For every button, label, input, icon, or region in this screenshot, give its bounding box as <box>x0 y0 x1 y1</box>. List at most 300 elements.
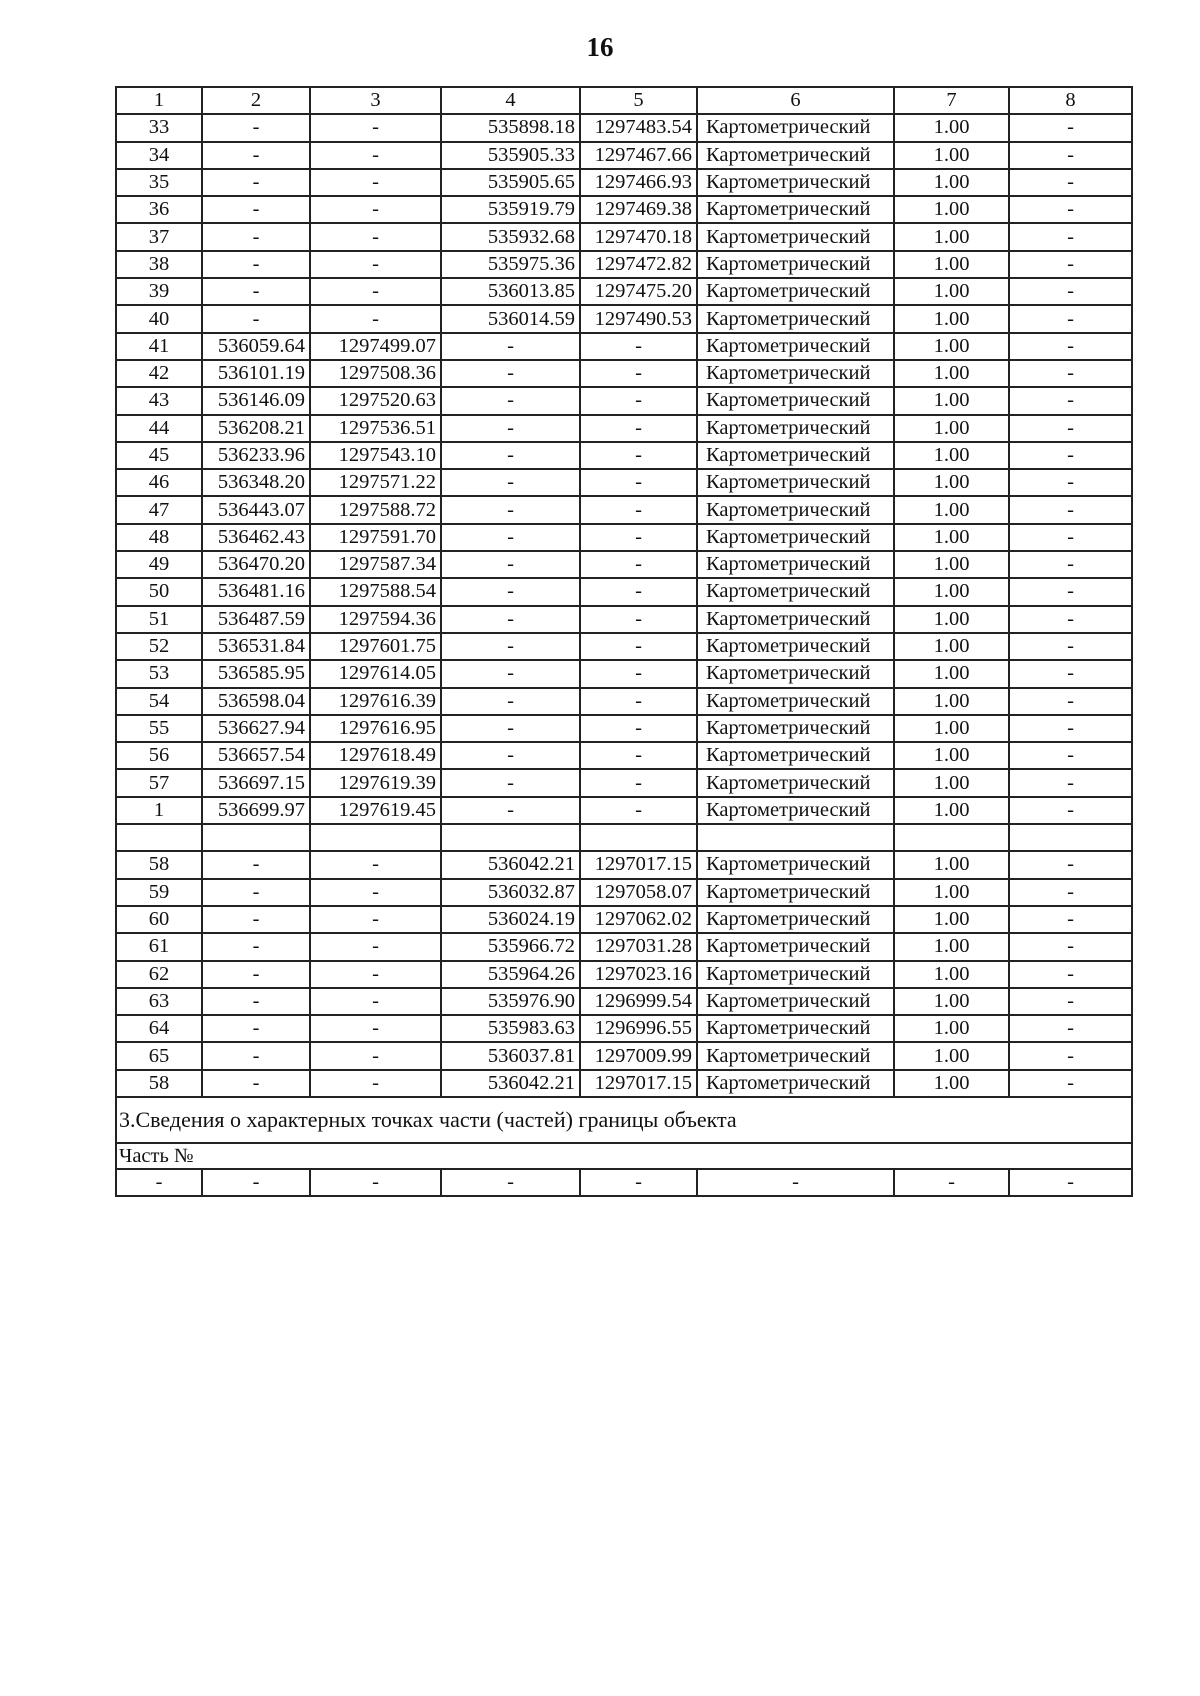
method-cell: Картометрический <box>697 223 894 250</box>
description-cell: - <box>1009 469 1132 496</box>
x-new-cell: - <box>441 578 580 605</box>
point-number-cell: 63 <box>116 988 202 1015</box>
y-existing-cell: 1297616.95 <box>310 715 441 742</box>
y-new-cell: 1297470.18 <box>580 223 697 250</box>
accuracy-cell: 1.00 <box>894 278 1009 305</box>
y-existing-cell: 1297536.51 <box>310 415 441 442</box>
y-existing-cell: - <box>310 879 441 906</box>
x-existing-cell: 536531.84 <box>202 633 310 660</box>
y-existing-cell: - <box>310 961 441 988</box>
table-row <box>116 769 1132 796</box>
point-number-cell: 64 <box>116 1015 202 1042</box>
y-existing-cell: 1297543.10 <box>310 442 441 469</box>
y-existing-cell: 1297571.22 <box>310 469 441 496</box>
description-cell: - <box>1009 988 1132 1015</box>
x-new-cell: - <box>441 524 580 551</box>
y-existing-cell: - <box>310 1015 441 1042</box>
description-cell: - <box>1009 578 1132 605</box>
x-new-cell: 536042.21 <box>441 851 580 878</box>
accuracy-cell: 1.00 <box>894 387 1009 414</box>
y-new-cell: 1297062.02 <box>580 906 697 933</box>
method-cell: Картометрический <box>697 1042 894 1069</box>
point-number-cell: 49 <box>116 551 202 578</box>
x-existing-cell: - <box>202 851 310 878</box>
x-new-cell: - <box>441 387 580 414</box>
y-existing-cell: - <box>310 1042 441 1069</box>
table-row <box>116 633 1132 660</box>
method-cell: Картометрический <box>697 715 894 742</box>
description-cell: - <box>1009 114 1132 141</box>
table-row <box>116 442 1132 469</box>
table-row <box>116 988 1132 1015</box>
description-cell: - <box>1009 278 1132 305</box>
description-cell: - <box>1009 333 1132 360</box>
accuracy-cell: 1.00 <box>894 879 1009 906</box>
table-row <box>116 169 1132 196</box>
y-existing-cell: 1297588.72 <box>310 496 441 523</box>
table-row <box>116 933 1132 960</box>
x-new-cell: - <box>441 660 580 687</box>
point-number-cell: 52 <box>116 633 202 660</box>
description-cell: - <box>1009 906 1132 933</box>
x-existing-cell: 536657.54 <box>202 742 310 769</box>
point-number-cell: 1 <box>116 797 202 824</box>
y-existing-cell: 1297591.70 <box>310 524 441 551</box>
y-new-cell: - <box>580 333 697 360</box>
method-cell: Картометрический <box>697 606 894 633</box>
table-cell: - <box>580 1169 697 1196</box>
table-cell: - <box>697 1169 894 1196</box>
y-new-cell: - <box>580 469 697 496</box>
table-row <box>116 142 1132 169</box>
method-cell: Картометрический <box>697 169 894 196</box>
description-cell: - <box>1009 1070 1132 1097</box>
x-new-cell: - <box>441 769 580 796</box>
point-number-cell: 65 <box>116 1042 202 1069</box>
x-existing-cell: - <box>202 988 310 1015</box>
column-header: 8 <box>1009 87 1132 114</box>
method-cell: Картометрический <box>697 1015 894 1042</box>
x-existing-cell: - <box>202 278 310 305</box>
x-new-cell: 535905.65 <box>441 169 580 196</box>
point-number-cell: 59 <box>116 879 202 906</box>
x-existing-cell: 536585.95 <box>202 660 310 687</box>
accuracy-cell: 1.00 <box>894 496 1009 523</box>
point-number-cell: 51 <box>116 606 202 633</box>
y-new-cell: 1296996.55 <box>580 1015 697 1042</box>
x-existing-cell: - <box>202 1015 310 1042</box>
description-cell: - <box>1009 715 1132 742</box>
method-cell: Картометрический <box>697 469 894 496</box>
point-number-cell: 41 <box>116 333 202 360</box>
x-existing-cell: 536481.16 <box>202 578 310 605</box>
accuracy-cell: 1.00 <box>894 333 1009 360</box>
x-existing-cell: - <box>202 1070 310 1097</box>
y-existing-cell: - <box>310 169 441 196</box>
y-new-cell: - <box>580 415 697 442</box>
y-existing-cell: 1297587.34 <box>310 551 441 578</box>
method-cell: Картометрический <box>697 415 894 442</box>
x-new-cell: 535983.63 <box>441 1015 580 1042</box>
point-number-cell <box>116 824 202 851</box>
method-cell: Картометрический <box>697 688 894 715</box>
y-new-cell: - <box>580 578 697 605</box>
y-existing-cell: - <box>310 906 441 933</box>
description-cell: - <box>1009 660 1132 687</box>
point-number-cell: 62 <box>116 961 202 988</box>
method-cell <box>697 824 894 851</box>
description-cell: - <box>1009 142 1132 169</box>
table-row <box>116 114 1132 141</box>
point-number-cell: 56 <box>116 742 202 769</box>
y-new-cell: 1297490.53 <box>580 305 697 332</box>
x-new-cell: 535966.72 <box>441 933 580 960</box>
x-new-cell: 536032.87 <box>441 879 580 906</box>
x-existing-cell: - <box>202 223 310 250</box>
method-cell: Картометрический <box>697 251 894 278</box>
point-number-cell: 33 <box>116 114 202 141</box>
x-existing-cell: 536208.21 <box>202 415 310 442</box>
x-existing-cell: - <box>202 196 310 223</box>
description-cell: - <box>1009 496 1132 523</box>
point-number-cell: 44 <box>116 415 202 442</box>
table-cell: - <box>116 1169 202 1196</box>
point-number-cell: 58 <box>116 1070 202 1097</box>
y-existing-cell: 1297499.07 <box>310 333 441 360</box>
y-new-cell: - <box>580 524 697 551</box>
x-existing-cell: 536627.94 <box>202 715 310 742</box>
method-cell: Картометрический <box>697 333 894 360</box>
point-number-cell: 57 <box>116 769 202 796</box>
point-number-cell: 37 <box>116 223 202 250</box>
table-row <box>116 578 1132 605</box>
x-existing-cell: - <box>202 142 310 169</box>
accuracy-cell: 1.00 <box>894 223 1009 250</box>
table-row <box>116 496 1132 523</box>
table-row <box>116 1070 1132 1097</box>
table-row <box>116 278 1132 305</box>
y-existing-cell: - <box>310 1070 441 1097</box>
description-cell: - <box>1009 933 1132 960</box>
y-new-cell: 1297023.16 <box>580 961 697 988</box>
y-new-cell: 1297017.15 <box>580 851 697 878</box>
x-existing-cell: 536699.97 <box>202 797 310 824</box>
accuracy-cell: 1.00 <box>894 114 1009 141</box>
method-cell: Картометрический <box>697 879 894 906</box>
table-row <box>116 551 1132 578</box>
description-cell: - <box>1009 360 1132 387</box>
accuracy-cell <box>894 824 1009 851</box>
y-existing-cell <box>310 824 441 851</box>
y-existing-cell: 1297614.05 <box>310 660 441 687</box>
description-cell: - <box>1009 688 1132 715</box>
x-new-cell: - <box>441 688 580 715</box>
column-number-row <box>116 87 1132 114</box>
x-new-cell: - <box>441 360 580 387</box>
coordinates-table <box>115 86 1133 1197</box>
x-new-cell: 535976.90 <box>441 988 580 1015</box>
accuracy-cell: 1.00 <box>894 1042 1009 1069</box>
y-new-cell: 1297467.66 <box>580 142 697 169</box>
method-cell: Картометрический <box>697 961 894 988</box>
x-new-cell: - <box>441 442 580 469</box>
method-cell: Картометрический <box>697 305 894 332</box>
method-cell: Картометрический <box>697 797 894 824</box>
column-header: 1 <box>116 87 202 114</box>
x-new-cell: - <box>441 551 580 578</box>
description-cell: - <box>1009 769 1132 796</box>
x-existing-cell: 536101.19 <box>202 360 310 387</box>
method-cell: Картометрический <box>697 360 894 387</box>
table-row <box>116 851 1132 878</box>
x-new-cell: 535932.68 <box>441 223 580 250</box>
x-new-cell: - <box>441 469 580 496</box>
x-new-cell: 535905.33 <box>441 142 580 169</box>
column-header: 3 <box>310 87 441 114</box>
y-new-cell: - <box>580 442 697 469</box>
description-cell: - <box>1009 797 1132 824</box>
x-existing-cell: 536462.43 <box>202 524 310 551</box>
y-existing-cell: - <box>310 933 441 960</box>
table-row <box>116 742 1132 769</box>
table-cell: - <box>310 1169 441 1196</box>
y-new-cell: 1297017.15 <box>580 1070 697 1097</box>
point-number-cell: 50 <box>116 578 202 605</box>
x-existing-cell: 536470.20 <box>202 551 310 578</box>
point-number-cell: 42 <box>116 360 202 387</box>
table-row <box>116 906 1132 933</box>
point-number-cell: 38 <box>116 251 202 278</box>
method-cell: Картометрический <box>697 496 894 523</box>
y-existing-cell: 1297594.36 <box>310 606 441 633</box>
table-row <box>116 305 1132 332</box>
accuracy-cell: 1.00 <box>894 196 1009 223</box>
method-cell: Картометрический <box>697 988 894 1015</box>
accuracy-cell: 1.00 <box>894 578 1009 605</box>
page-number: 16 <box>586 32 614 62</box>
description-cell: - <box>1009 961 1132 988</box>
method-cell: Картометрический <box>697 906 894 933</box>
x-existing-cell: 536487.59 <box>202 606 310 633</box>
point-number-cell: 54 <box>116 688 202 715</box>
table-body <box>116 87 1132 1097</box>
x-new-cell: 536037.81 <box>441 1042 580 1069</box>
x-new-cell: 536013.85 <box>441 278 580 305</box>
x-existing-cell: 536697.15 <box>202 769 310 796</box>
accuracy-cell: 1.00 <box>894 415 1009 442</box>
description-cell: - <box>1009 415 1132 442</box>
y-new-cell: - <box>580 360 697 387</box>
point-number-cell: 45 <box>116 442 202 469</box>
point-number-cell: 61 <box>116 933 202 960</box>
x-existing-cell: - <box>202 879 310 906</box>
y-existing-cell: 1297601.75 <box>310 633 441 660</box>
y-new-cell: 1297472.82 <box>580 251 697 278</box>
accuracy-cell: 1.00 <box>894 1015 1009 1042</box>
method-cell: Картометрический <box>697 114 894 141</box>
accuracy-cell: 1.00 <box>894 360 1009 387</box>
table-row <box>116 688 1132 715</box>
table-row <box>116 715 1132 742</box>
accuracy-cell: 1.00 <box>894 988 1009 1015</box>
point-number-cell: 55 <box>116 715 202 742</box>
accuracy-cell: 1.00 <box>894 851 1009 878</box>
point-number-cell: 47 <box>116 496 202 523</box>
description-cell: - <box>1009 633 1132 660</box>
accuracy-cell: 1.00 <box>894 633 1009 660</box>
column-header: 4 <box>441 87 580 114</box>
y-new-cell: - <box>580 715 697 742</box>
x-new-cell: 535898.18 <box>441 114 580 141</box>
x-new-cell: - <box>441 606 580 633</box>
accuracy-cell: 1.00 <box>894 933 1009 960</box>
y-new-cell: 1297469.38 <box>580 196 697 223</box>
accuracy-cell: 1.00 <box>894 797 1009 824</box>
method-cell: Картометрический <box>697 442 894 469</box>
y-existing-cell: 1297520.63 <box>310 387 441 414</box>
point-number-cell: 60 <box>116 906 202 933</box>
method-cell: Картометрический <box>697 769 894 796</box>
method-cell: Картометрический <box>697 933 894 960</box>
column-header: 7 <box>894 87 1009 114</box>
method-cell: Картометрический <box>697 742 894 769</box>
x-existing-cell: 536059.64 <box>202 333 310 360</box>
y-new-cell: - <box>580 496 697 523</box>
description-cell: - <box>1009 442 1132 469</box>
y-new-cell <box>580 824 697 851</box>
description-cell: - <box>1009 742 1132 769</box>
description-cell: - <box>1009 387 1132 414</box>
part-label: Часть № <box>116 1143 1132 1169</box>
x-existing-cell <box>202 824 310 851</box>
description-cell: - <box>1009 851 1132 878</box>
part-label-row <box>116 1143 1132 1169</box>
x-new-cell: 536024.19 <box>441 906 580 933</box>
y-existing-cell: 1297619.45 <box>310 797 441 824</box>
table-cell: - <box>894 1169 1009 1196</box>
accuracy-cell: 1.00 <box>894 906 1009 933</box>
table-row <box>116 223 1132 250</box>
y-new-cell: - <box>580 660 697 687</box>
x-existing-cell: - <box>202 114 310 141</box>
y-existing-cell: 1297616.39 <box>310 688 441 715</box>
x-new-cell: - <box>441 742 580 769</box>
y-existing-cell: - <box>310 114 441 141</box>
table-row <box>116 415 1132 442</box>
y-existing-cell: 1297618.49 <box>310 742 441 769</box>
section-title: 3.Сведения о характерных точках части (частей) границы объекта <box>116 1097 1132 1143</box>
x-new-cell: - <box>441 715 580 742</box>
y-new-cell: 1297058.07 <box>580 879 697 906</box>
y-new-cell: 1297031.28 <box>580 933 697 960</box>
x-new-cell: 535919.79 <box>441 196 580 223</box>
y-new-cell: - <box>580 688 697 715</box>
accuracy-cell: 1.00 <box>894 142 1009 169</box>
y-new-cell: - <box>580 551 697 578</box>
point-number-cell: 35 <box>116 169 202 196</box>
method-cell: Картометрический <box>697 633 894 660</box>
x-new-cell: 536014.59 <box>441 305 580 332</box>
table-row <box>116 251 1132 278</box>
x-existing-cell: - <box>202 906 310 933</box>
part-data-row <box>116 1169 1132 1196</box>
y-existing-cell: 1297588.54 <box>310 578 441 605</box>
accuracy-cell: 1.00 <box>894 769 1009 796</box>
description-cell: - <box>1009 223 1132 250</box>
y-existing-cell: 1297508.36 <box>310 360 441 387</box>
description-cell: - <box>1009 169 1132 196</box>
table-cell: - <box>1009 1169 1132 1196</box>
x-existing-cell: - <box>202 251 310 278</box>
method-cell: Картометрический <box>697 851 894 878</box>
x-new-cell: - <box>441 797 580 824</box>
point-number-cell: 39 <box>116 278 202 305</box>
point-number-cell: 34 <box>116 142 202 169</box>
table-row <box>116 360 1132 387</box>
x-new-cell <box>441 824 580 851</box>
method-cell: Картометрический <box>697 660 894 687</box>
accuracy-cell: 1.00 <box>894 1070 1009 1097</box>
method-cell: Картометрический <box>697 278 894 305</box>
accuracy-cell: 1.00 <box>894 715 1009 742</box>
point-number-cell: 43 <box>116 387 202 414</box>
table-row <box>116 824 1132 851</box>
table-cell: - <box>441 1169 580 1196</box>
method-cell: Картометрический <box>697 196 894 223</box>
description-cell: - <box>1009 524 1132 551</box>
y-existing-cell: - <box>310 196 441 223</box>
y-existing-cell: - <box>310 278 441 305</box>
point-number-cell: 53 <box>116 660 202 687</box>
section-3 <box>116 1097 1132 1196</box>
description-cell: - <box>1009 1042 1132 1069</box>
x-new-cell: 536042.21 <box>441 1070 580 1097</box>
table-row <box>116 879 1132 906</box>
y-new-cell: - <box>580 797 697 824</box>
column-header: 6 <box>697 87 894 114</box>
method-cell: Картометрический <box>697 387 894 414</box>
description-cell: - <box>1009 1015 1132 1042</box>
table-row <box>116 524 1132 551</box>
accuracy-cell: 1.00 <box>894 742 1009 769</box>
description-cell: - <box>1009 879 1132 906</box>
x-existing-cell: - <box>202 1042 310 1069</box>
table-row <box>116 1042 1132 1069</box>
table-row <box>116 469 1132 496</box>
table-cell: - <box>202 1169 310 1196</box>
y-existing-cell: - <box>310 142 441 169</box>
y-new-cell: - <box>580 387 697 414</box>
y-new-cell: 1297009.99 <box>580 1042 697 1069</box>
point-number-cell: 40 <box>116 305 202 332</box>
method-cell: Картометрический <box>697 551 894 578</box>
point-number-cell: 36 <box>116 196 202 223</box>
y-new-cell: - <box>580 633 697 660</box>
method-cell: Картометрический <box>697 524 894 551</box>
x-new-cell: 535975.36 <box>441 251 580 278</box>
accuracy-cell: 1.00 <box>894 251 1009 278</box>
y-new-cell: 1296999.54 <box>580 988 697 1015</box>
point-number-cell: 58 <box>116 851 202 878</box>
accuracy-cell: 1.00 <box>894 305 1009 332</box>
method-cell: Картометрический <box>697 578 894 605</box>
accuracy-cell: 1.00 <box>894 660 1009 687</box>
x-existing-cell: 536233.96 <box>202 442 310 469</box>
accuracy-cell: 1.00 <box>894 169 1009 196</box>
description-cell: - <box>1009 251 1132 278</box>
description-cell: - <box>1009 196 1132 223</box>
y-existing-cell: 1297619.39 <box>310 769 441 796</box>
